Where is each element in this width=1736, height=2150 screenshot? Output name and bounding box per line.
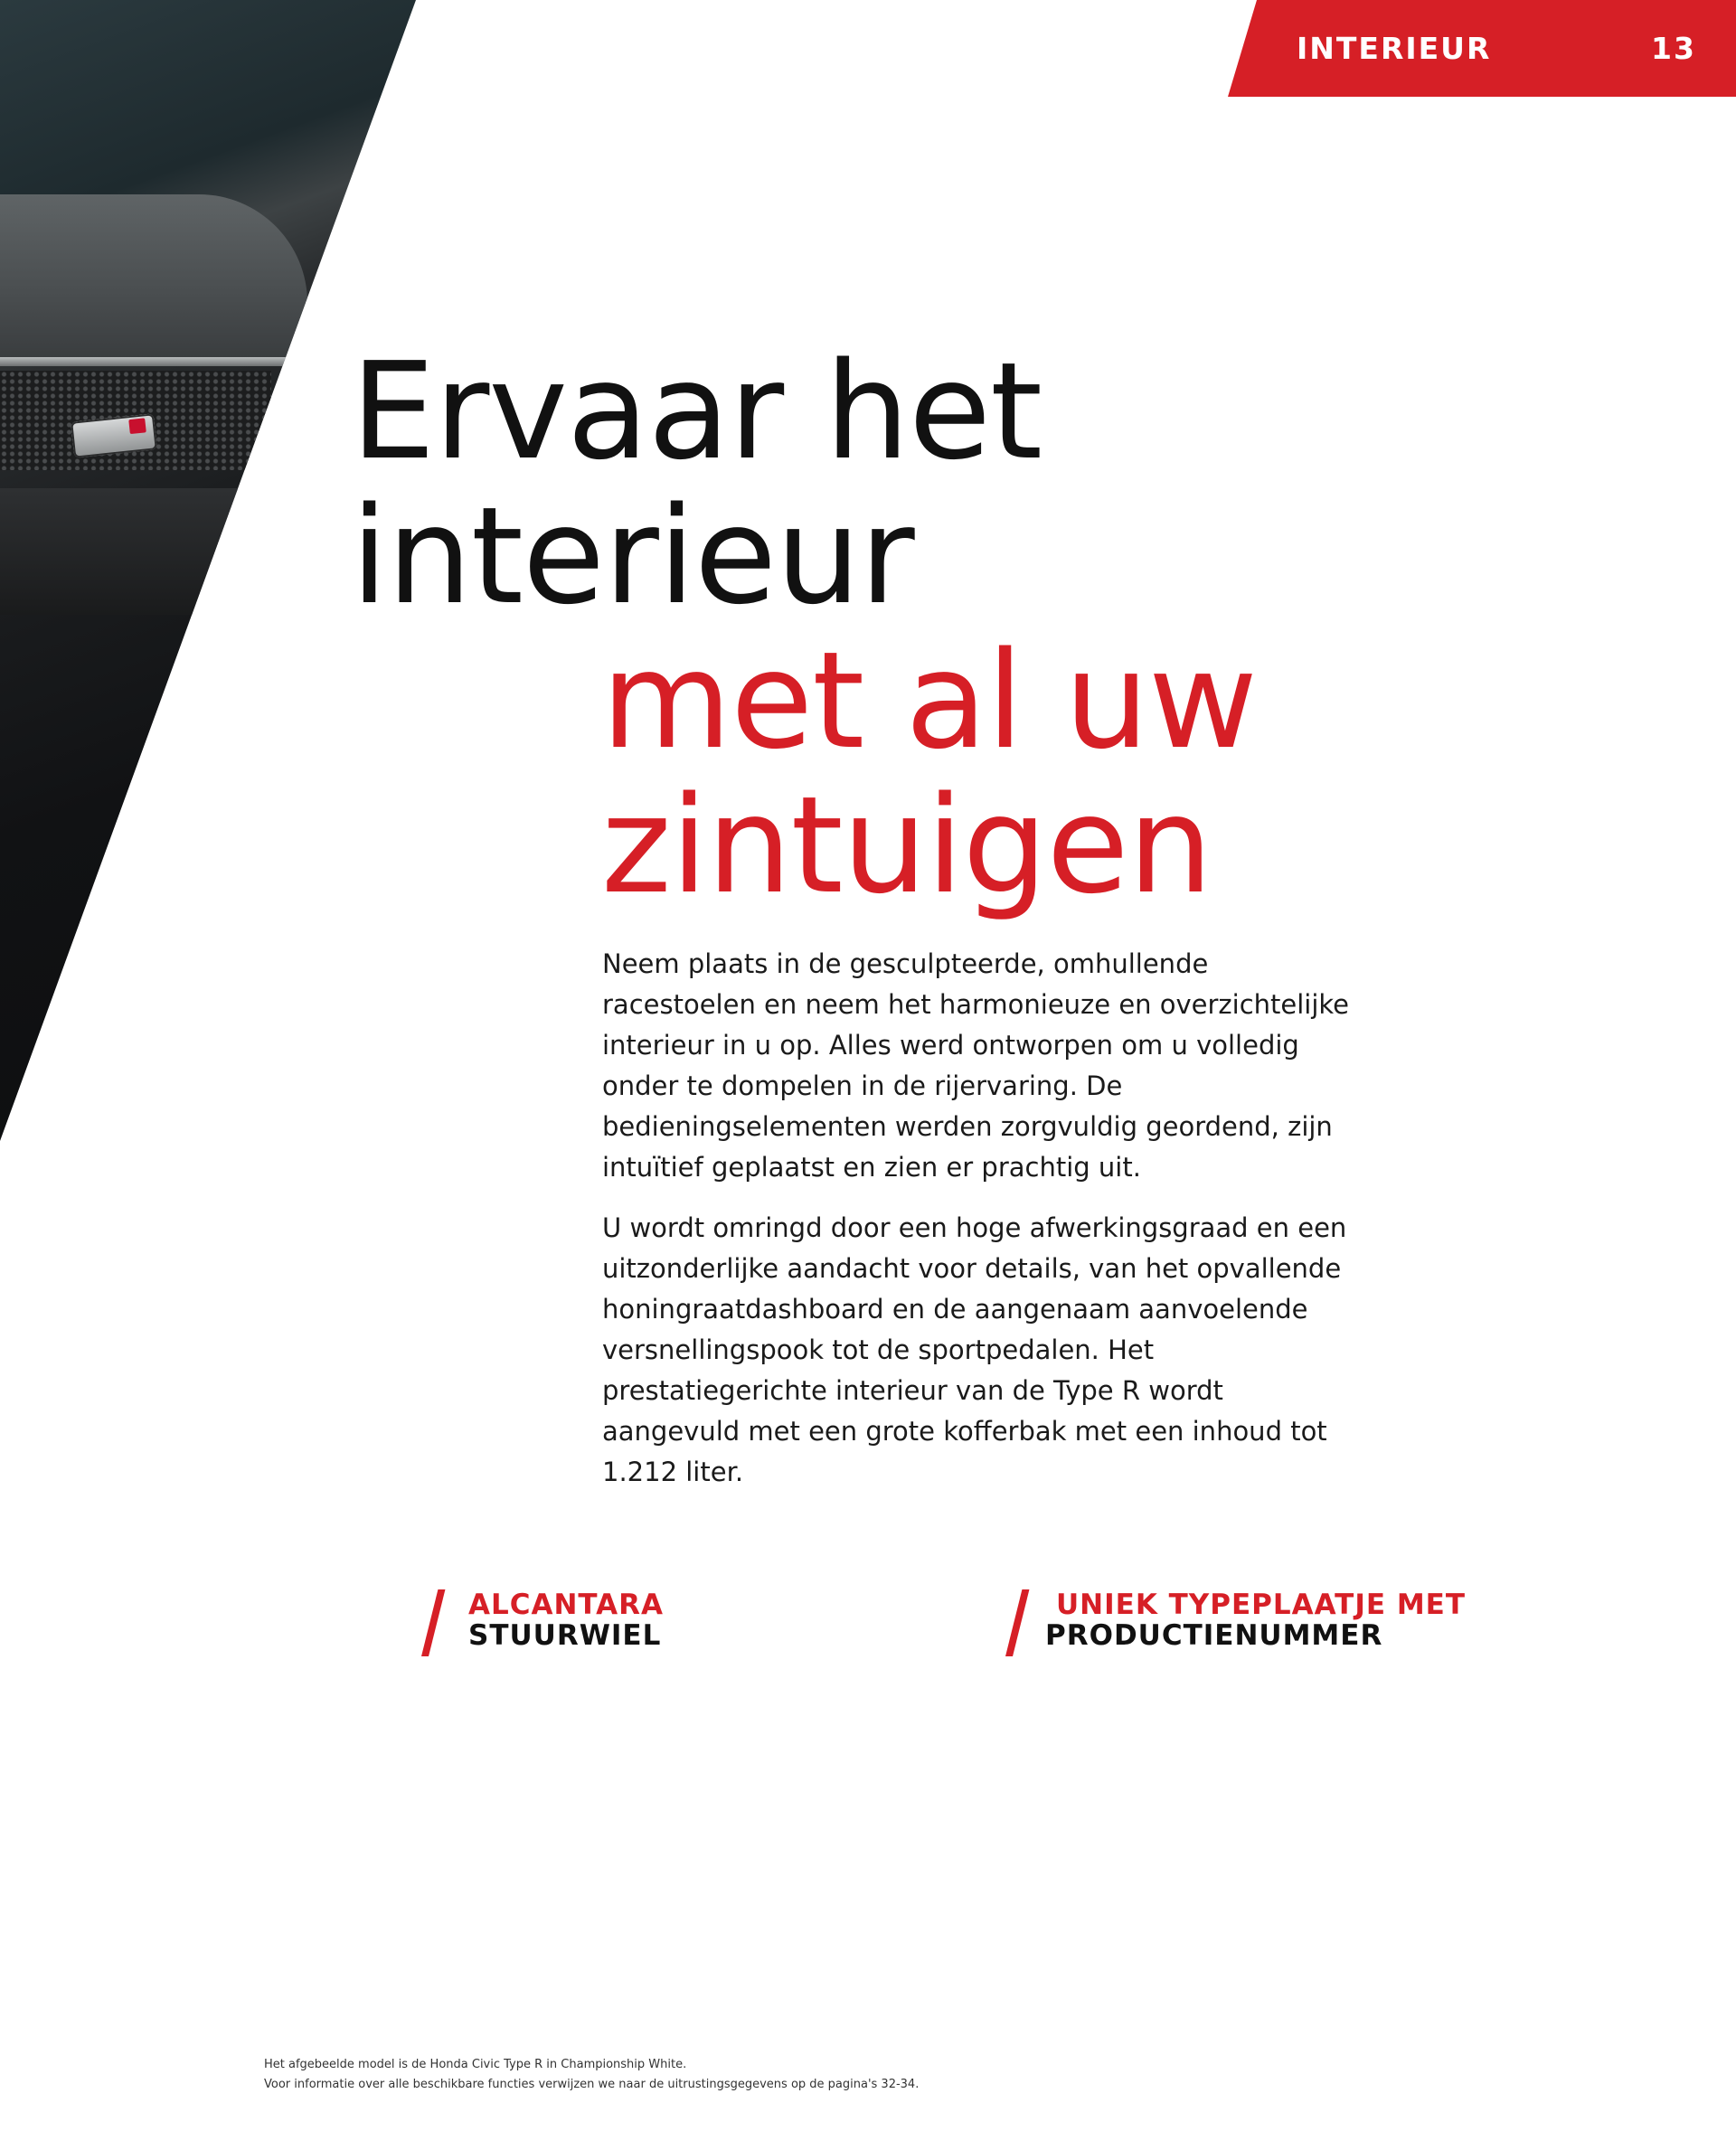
page-title xyxy=(351,334,1258,923)
feature-subtitle: STUURWIEL xyxy=(468,1619,662,1652)
slash-icon xyxy=(421,1589,445,1656)
title-line-2: interieur xyxy=(351,478,914,634)
body-paragraph-1: Neem plaats in de gesculpteerde, omhullende racestoelen en neem het harmonieuze en overzichtelijke interieur in u op. Alles werd ontworpen om u volledig onder te dompelen in de rijervaring. De bedieningselementen werden zorgvuldig geordend, zijn intuïtief geplaatst en zien er prachtig uit. xyxy=(602,948,1350,1183)
feature-title: ALCANTARA xyxy=(468,1589,665,1621)
chrome-trim xyxy=(0,357,289,366)
feature-type-plate xyxy=(1005,1588,1512,1656)
feature-title: UNIEK TYPEPLAATJE MET xyxy=(1056,1589,1467,1621)
car-hood xyxy=(0,194,307,357)
footnote-line-2: Voor informatie over alle beschikbare functies verwijzen we naar de uitrustingsgegevens op de pagina's 32-34. xyxy=(264,2078,920,2091)
footnote-line-1: Het afgebeelde model is de Honda Civic Type R in Championship White. xyxy=(264,2058,687,2071)
slash-icon xyxy=(1005,1589,1029,1656)
section-label: INTERIEUR xyxy=(1297,31,1492,66)
feature-alcantara xyxy=(421,1588,711,1656)
badge-red-mark xyxy=(128,418,146,434)
footnote xyxy=(264,2055,1168,2095)
title-line-4: zintuigen xyxy=(601,768,1212,923)
body-paragraph-2: U wordt omringd door een hoge afwerkingsgraad en een uitzonderlijke aandacht voor details, van het opvallende honingraatdashboard en de aangenaam aanvoelende versnellingspook tot de sportpedalen. Het prestatiegerichte interieur van de Type R wordt aangevuld met een grote kofferbak met een inhoud tot 1.212 liter. xyxy=(602,1212,1347,1487)
title-line-1: Ervaar het xyxy=(351,334,1043,489)
feature-subtitle: PRODUCTIENUMMER xyxy=(1045,1619,1383,1652)
body-copy xyxy=(602,944,1362,1513)
page-number: 13 xyxy=(1651,31,1696,66)
title-line-3: met al uw xyxy=(601,623,1258,778)
car-lower-bumper xyxy=(0,488,262,615)
